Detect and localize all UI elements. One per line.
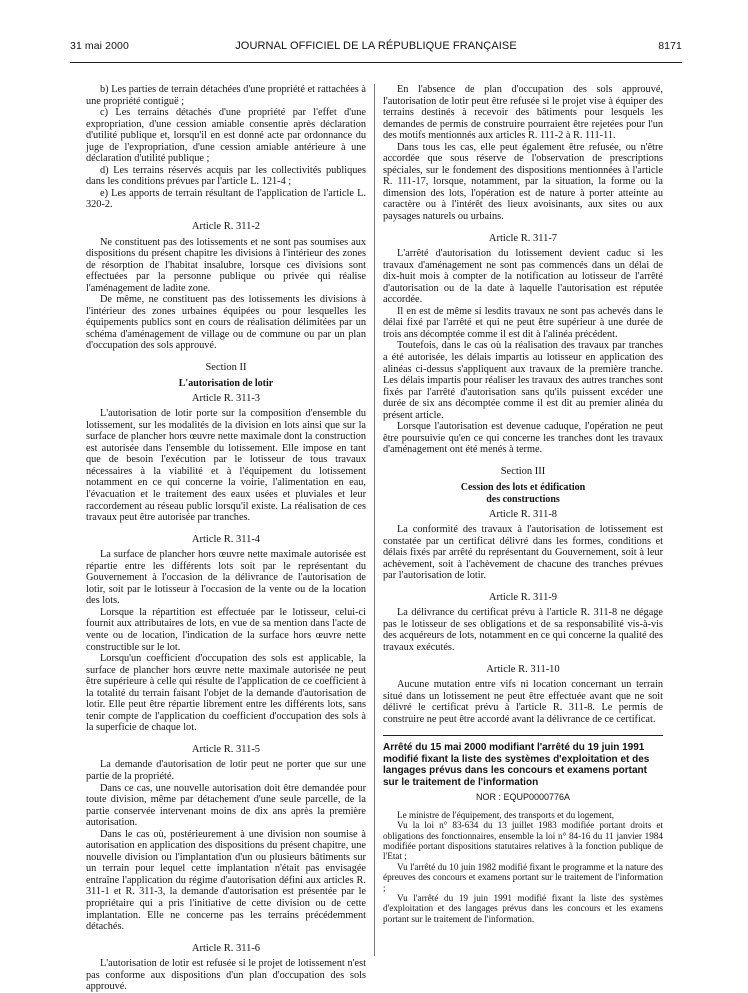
left-column bbox=[86, 84, 366, 993]
paragraph: Lorsque l'autorisation est devenue caduque, l'opération ne peut être poursuivie qu'en ce qui concerne les tranches dont les travaux d'aménagement ont été menés à terme. bbox=[383, 421, 663, 456]
paragraph: De même, ne constituent pas des lotissements les divisions à l'intérieur des zones urbaines équipées ou pour lesquelles les équipements publics sont en cours de réalisation délimitées par un schéma d'aménagement de village ou de commune ou par un plan d'occupation des sols approuvé. bbox=[86, 294, 366, 352]
paragraph: Dans tous les cas, elle peut également être refusée, ou n'être accordée que sous réserve de l'observation de prescriptions spéciales, sur le fondement des dispositions mentionnées à l'article R. 111-17, lorsque, notamment, par la situation, la forme ou la dimension des lots, l'opération est de nature à porter atteinte au caractère ou à l'intérêt des lieux avoisinants, aux sites ou aux paysages naturels ou urbains. bbox=[383, 141, 663, 223]
paragraph: b) Les parties de terrain détachées d'une propriété et rattachées à une propriété contiguë ; bbox=[86, 84, 366, 107]
section-heading: Section III bbox=[500, 465, 546, 477]
paragraph: La surface de plancher hors œuvre nette maximale autorisée est répartie entre les différents lots soit par le représentant du Gouvernement à l'occasion de la délivrance de l'autorisation de lotir, soit par le lotisseur à l'occasion de la vente ou de la location des lots. bbox=[86, 549, 366, 607]
article-heading: Article R. 311-6 bbox=[191, 942, 261, 954]
journal-title: JOURNAL OFFICIEL DE LA RÉPUBLIQUE FRANÇAISE bbox=[235, 40, 517, 52]
paragraph: Lorsqu'un coefficient d'occupation des sols est applicable, la surface de plancher hors œuvre nette maximale autorisée ne peut être supérieure à celle qui résulte de l'application de ce coefficient à la totalité du terrain faisant l'objet de la demande d'autorisation de lotir. Elle peut être répartie librement entre les différents lots, sans tenir compte de l'application du coefficient d'occupation des sols à la superficie de chaque lot. bbox=[86, 653, 366, 734]
article-heading: Article R. 311-2 bbox=[191, 221, 261, 233]
column-divider bbox=[374, 84, 375, 956]
section-title: des constructions bbox=[486, 493, 560, 505]
article-heading: Article R. 311-9 bbox=[488, 591, 558, 603]
article-heading: Article R. 311-4 bbox=[191, 533, 261, 545]
section-heading: Section II bbox=[205, 362, 247, 374]
paragraph: Vu l'arrêté du 19 juin 1991 modifié fixant la liste des systèmes d'exploitation et des langages prévus dans les concours et les examens portant sur le traitement de l'information. bbox=[383, 893, 663, 924]
paragraph: Le ministre de l'équipement, des transports et du logement, bbox=[397, 809, 614, 820]
paragraph: Lorsque la répartition est effectuée par le lotisseur, celui-ci fournit aux attributaires de lots, en vue de sa mention dans l'acte de vente ou de location, l'indication de la surface hors œuvre nette constructible sur le lot. bbox=[86, 606, 366, 653]
paragraph: L'autorisation de lotir est refusée si le projet de lotissement n'est pas conforme aux dispositions d'un plan d'occupation des sols approuvé. bbox=[86, 958, 366, 993]
paragraph: La délivrance du certificat prévu à l'article R. 311-8 ne dégage pas le lotisseur de ses obligations et de sa responsabilité vis-à-vis des acquéreurs de lots, notamment en ce qui concerne la qualité des travaux exécutés. bbox=[383, 607, 663, 653]
section-title: Cession des lots et édification bbox=[460, 481, 586, 493]
issue-date: 31 mai 2000 bbox=[70, 40, 129, 52]
paragraph: Ne constituent pas des lotissements et ne sont pas soumises aux dispositions du présent chapitre les divisions à l'intérieur des zones de résorption de l'habitat insalubre, lorsque ces divisions sont effectuées par la personne publique ou privée qui réalise l'aménagement de ladite zone. bbox=[86, 236, 366, 294]
article-heading: Article R. 311-7 bbox=[488, 232, 558, 244]
arrete-body bbox=[383, 810, 663, 924]
arrete-title: Arrêté du 15 mai 2000 modifiant l'arrêté du 19 juin 1991 modifié fixant la liste des systèmes d'exploitation et des langages prévus dans les concours et examens portant sur le traitement de l'information bbox=[383, 735, 663, 788]
paragraph: c) Les terrains détachés d'une propriété par l'effet d'une expropriation, d'une cession amiable consentie après déclaration d'utilité publique et, lorsqu'il en est donné acte par ordonnance du juge de l'expropriation, d'une cession amiable antérieure à une déclaration d'utilité publique ; bbox=[86, 107, 366, 165]
paragraph: La conformité des travaux à l'autorisation de lotissement est constatée par un certificat délivré dans les formes, conditions et délais fixés par arrêté du représentant du Gouvernement, soit à leur achèvement, soit à l'achèvement de chacune des tranches prévues par l'autorisation de lotir. bbox=[383, 524, 663, 582]
paragraph: Il en est de même si lesdits travaux ne sont pas achevés dans le délai fixé par l'arrêté et qui ne peut être supérieur à une durée de trois ans décomptée comme il est dit à l'alinéa précédent. bbox=[383, 305, 663, 340]
paragraph: La demande d'autorisation de lotir peut ne porter que sur une partie de la propriété. bbox=[86, 759, 366, 782]
paragraph: Vu l'arrêté du 10 juin 1982 modifié fixant le programme et la nature des épreuves des concours et examens portant sur le traitement de l'information ; bbox=[383, 861, 663, 893]
article-heading: Article R. 311-10 bbox=[486, 663, 560, 675]
right-column bbox=[383, 84, 663, 924]
article-heading: Article R. 311-3 bbox=[191, 392, 261, 404]
header-rule bbox=[70, 62, 682, 63]
paragraph: Dans ce cas, une nouvelle autorisation doit être demandée pour toute division, même par détachement d'une seule parcelle, de la partie conservée intervenant moins de dix ans après la première autorisation. bbox=[86, 782, 366, 829]
paragraph: d) Les terrains réservés acquis par les collectivités publiques dans les conditions prévues par l'article L. 121-4 ; bbox=[86, 164, 366, 188]
paragraph: e) Les apports de terrain résultant de l'application de l'article L. 320-2. bbox=[86, 187, 366, 211]
page-number: 8171 bbox=[658, 40, 682, 52]
paragraph: Dans le cas où, postérieurement à une division non soumise à autorisation en application des dispositions du présent chapitre, une nouvelle division ou l'implantation d'un ou plusieurs bâtiments sur un terrain pour lequel cette implantation n'était pas envisagée entraîne l'application du régime d'autorisation défini aux articles R. 311-1 et R. 311-3, la demande d'autorisation est présentée par le propriétaire qui a pris l'initiative de cette division ou de cette implantation. Elle ne concerne pas les terrains précédemment détachés. bbox=[86, 828, 366, 933]
paragraph: Toutefois, dans le cas où la réalisation des travaux par tranches a été autorisée, les délais impartis au lotisseur en application des alinéas ci-dessus s'appliquent aux travaux de la première tranche. Les délais impartis pour réaliser les travaux des autres tranches sont fixés par l'arrêté d'autorisation sans qu'ils puissent excéder une durée de six ans décomptée comme il est dit au premier alinéa du présent article. bbox=[383, 340, 663, 421]
paragraph: L'arrêté d'autorisation du lotissement devient caduc si les travaux d'aménagement ne sont pas commencés dans un délai de dix-huit mois à compter de la notification au lotisseur de l'arrêté d'autorisation ou de la date à laquelle l'autorisation est réputée accordée. bbox=[383, 248, 663, 306]
paragraph: Aucune mutation entre vifs ni location concernant un terrain situé dans un lotissement ne peut être effectuée avant que ne soit délivré le certificat prévu à l'article R. 311-8. Le permis de construire ne peut être accordé avant la délivrance de ce certificat. bbox=[383, 679, 663, 725]
paragraph: En l'absence de plan d'occupation des sols approuvé, l'autorisation de lotir peut être refusée si le projet vise à équiper des terrains destinés à recevoir des bâtiments pour lesquels les demandes de permis de construire pourraient être rejetées pour l'un des motifs mentionnés aux articles R. 111-2 à R. 111-11. bbox=[383, 84, 663, 142]
nor-reference: NOR : EQUP0000776A bbox=[475, 792, 571, 803]
paragraph: Vu la loi n° 83-634 du 13 juillet 1983 modifiée portant droits et obligations des fonctionnaires, ensemble la loi n° 84-16 du 11 janvier 1984 modifiée portant dispositions statutaires relatives à la fonction publique de l'Etat ; bbox=[383, 820, 663, 862]
page-header bbox=[70, 40, 682, 60]
article-heading: Article R. 311-5 bbox=[191, 743, 261, 755]
article-heading: Article R. 311-8 bbox=[488, 508, 558, 520]
section-title: L'autorisation de lotir bbox=[178, 377, 274, 389]
paragraph: L'autorisation de lotir porte sur la composition d'ensemble du lotissement, sur les modalités de la division en lots ainsi que sur la surface de plancher hors œuvre nette maximale dont la construction est autorisée dans l'ensemble du lotissement. Elle impose en tant que de besoin l'exécution par le lotisseur de tous travaux nécessaires à la viabilité et à l'équipement du lotissement notamment en ce qui concerne la voirie, l'alimentation en eau, l'évacuation et le traitement des eaux usées et pluviales et leur raccordement au réseau public lorsqu'il existe. La réalisation de ces travaux peut être autorisée par tranches. bbox=[86, 408, 366, 524]
